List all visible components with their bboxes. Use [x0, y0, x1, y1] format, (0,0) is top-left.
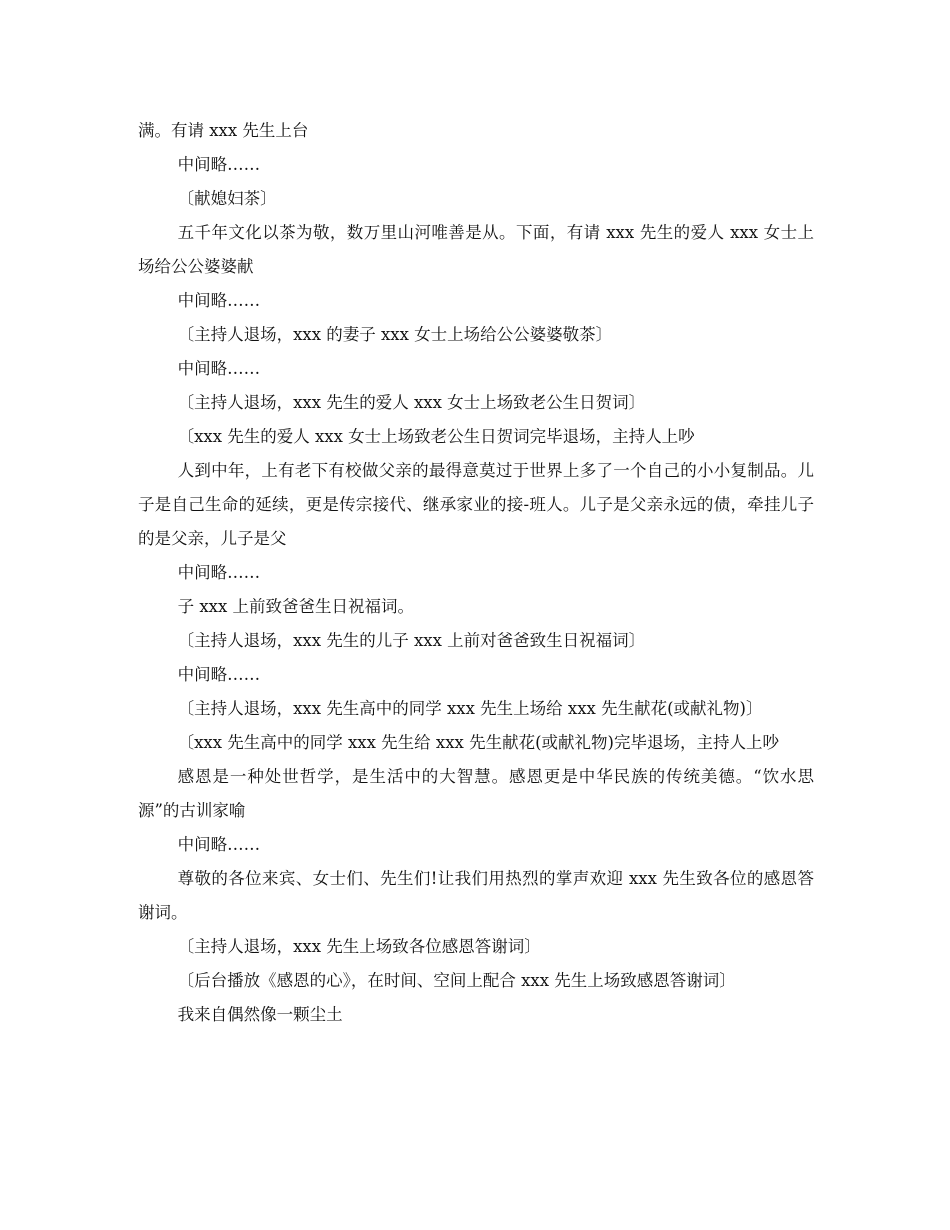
paragraph: 子 xxx 上前致爸爸生日祝福词。: [177, 597, 414, 616]
paragraph: 〔献媳妇茶〕: [177, 189, 277, 208]
paragraph: 五千年文化以茶为敬，数万里山河唯善是从。下面，有请 xxx 先生的爱人 xxx 女士上场给公公婆婆献: [138, 223, 814, 276]
paragraph: 中间略……: [177, 665, 261, 684]
paragraph: 〔主持人退场，xxx 先生的儿子 xxx 上前对爸爸致生日祝福词〕: [177, 631, 646, 650]
document-body: [138, 114, 814, 1032]
paragraph: 我来自偶然像一颗尘土: [177, 1005, 343, 1024]
paragraph: 尊敬的各位来宾、女士们、先生们!让我们用热烈的掌声欢迎 xxx 先生致各位的感恩答谢词。: [138, 869, 814, 922]
paragraph: 〔主持人退场，xxx 先生上场致各位感恩答谢词〕: [177, 937, 541, 956]
paragraph: 〔主持人退场，xxx 的妻子 xxx 女士上场给公公婆婆敬茶〕: [177, 325, 613, 344]
paragraph: 中间略……: [177, 291, 261, 310]
paragraph: 〔xxx 先生高中的同学 xxx 先生给 xxx 先生献花(或献礼物)完毕退场，主持人上吵: [177, 733, 779, 752]
paragraph: 中间略……: [177, 563, 261, 582]
paragraph: 〔主持人退场，xxx 先生高中的同学 xxx 先生上场给 xxx 先生献花(或献礼物)〕: [177, 699, 763, 718]
paragraph: 〔后台播放《感恩的心》，在时间、空间上配合 xxx 先生上场致感恩答谢词〕: [177, 971, 736, 990]
paragraph: 人到中年，上有老下有校做父亲的最得意莫过于世界上多了一个自己的小小复制品。儿子是自己生命的延续，更是传宗接代、继承家业的接-班人。儿子是父亲永远的债，牵挂儿子的是父亲，儿子是父: [138, 461, 814, 548]
paragraph: 中间略……: [177, 155, 261, 174]
paragraph: 中间略……: [177, 835, 261, 854]
paragraph: 中间略……: [177, 359, 261, 378]
paragraph: 感恩是一种处世哲学，是生活中的大智慧。感恩更是中华民族的传统美德。“饮水思源”的古训家喻: [138, 767, 814, 820]
paragraph: 〔xxx 先生的爱人 xxx 女士上场致老公生日贺词完毕退场，主持人上吵: [177, 427, 695, 446]
paragraph: 满。有请 xxx 先生上台: [138, 121, 309, 140]
paragraph: 〔主持人退场，xxx 先生的爱人 xxx 女士上场致老公生日贺词〕: [177, 393, 646, 412]
